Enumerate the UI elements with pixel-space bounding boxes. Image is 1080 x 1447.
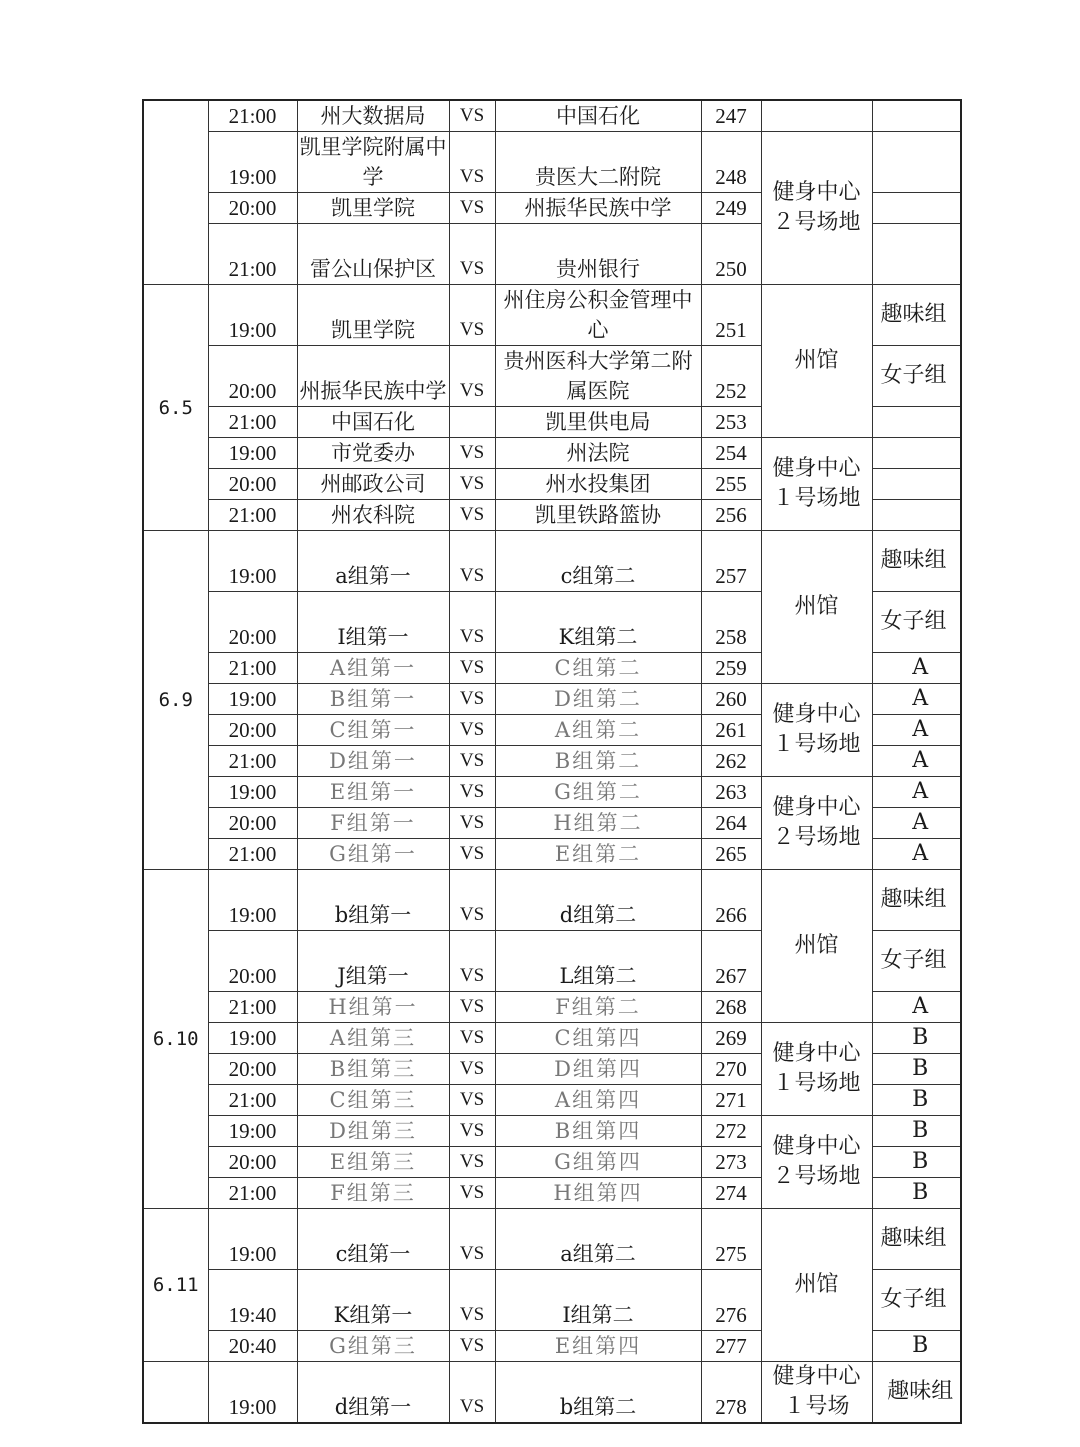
away-team-cell: b组第二 [495, 1362, 701, 1424]
home-team-cell: b组第一 [297, 870, 449, 931]
home-team-cell: 州振华民族中学 [297, 346, 449, 407]
time-cell: 20:00 [208, 931, 297, 992]
date-cell: 6.5 [143, 285, 208, 531]
home-team-cell: I组第一 [297, 592, 449, 653]
table-row [143, 1023, 961, 1054]
home-team-cell: A组第三 [297, 1023, 449, 1054]
away-team-cell: K组第二 [495, 592, 701, 653]
group-note-cell [872, 132, 961, 193]
venue-cell: 州馆 [761, 285, 872, 438]
away-team-cell: E组第二 [495, 839, 701, 870]
group-note-cell: B [872, 1085, 961, 1116]
vs-cell: VS [449, 992, 495, 1023]
home-team-cell: J组第一 [297, 931, 449, 992]
vs-cell: VS [449, 1147, 495, 1178]
away-team-cell: G组第四 [495, 1147, 701, 1178]
group-note-cell [872, 407, 961, 438]
away-team-cell: B组第二 [495, 746, 701, 777]
time-cell: 19:00 [208, 1362, 297, 1424]
group-note-cell: B [872, 1116, 961, 1147]
away-team-cell: E组第四 [495, 1331, 701, 1362]
time-cell: 21:00 [208, 992, 297, 1023]
time-cell: 21:00 [208, 407, 297, 438]
vs-cell: VS [449, 285, 495, 346]
time-cell: 19:40 [208, 1270, 297, 1331]
away-team-cell: L组第二 [495, 931, 701, 992]
match-number-cell: 270 [701, 1054, 761, 1085]
home-team-cell: 州农科院 [297, 500, 449, 531]
home-team-cell: B组第一 [297, 684, 449, 715]
match-number-cell: 258 [701, 592, 761, 653]
vs-cell: VS [449, 438, 495, 469]
venue-cell [761, 100, 872, 132]
match-number-cell: 251 [701, 285, 761, 346]
home-team-cell: c组第一 [297, 1209, 449, 1270]
match-number-cell: 248 [701, 132, 761, 193]
group-note-cell: B [872, 1147, 961, 1178]
match-number-cell: 247 [701, 100, 761, 132]
match-number-cell: 267 [701, 931, 761, 992]
time-cell: 20:00 [208, 1147, 297, 1178]
venue-cell: 州馆 [761, 531, 872, 684]
group-note-cell: B [872, 1023, 961, 1054]
away-team-cell: C组第四 [495, 1023, 701, 1054]
time-cell: 19:00 [208, 777, 297, 808]
time-cell: 19:00 [208, 870, 297, 931]
date-cell [143, 1362, 208, 1424]
away-team-cell: 凯里供电局 [495, 407, 701, 438]
away-team-cell: 中国石化 [495, 100, 701, 132]
venue-cell: 健身中心１号场地 [761, 438, 872, 531]
vs-cell: VS [449, 1054, 495, 1085]
home-team-cell: H组第一 [297, 992, 449, 1023]
match-number-cell: 257 [701, 531, 761, 592]
venue-cell: 健身中心２号场地 [761, 132, 872, 285]
vs-cell: VS [449, 684, 495, 715]
table-row [143, 531, 961, 592]
time-cell: 21:00 [208, 1178, 297, 1209]
group-note-cell: A [872, 992, 961, 1023]
vs-cell: VS [449, 531, 495, 592]
vs-cell: VS [449, 1270, 495, 1331]
match-number-cell: 271 [701, 1085, 761, 1116]
match-number-cell: 274 [701, 1178, 761, 1209]
vs-cell [449, 407, 495, 438]
away-team-cell: D组第二 [495, 684, 701, 715]
venue-cell: 健身中心１号场地 [761, 1023, 872, 1116]
time-cell: 21:00 [208, 746, 297, 777]
date-cell: 6.11 [143, 1209, 208, 1362]
group-note-cell: 趣味组 [872, 531, 961, 592]
group-note-cell: A [872, 839, 961, 870]
time-cell: 19:00 [208, 285, 297, 346]
group-note-cell: B [872, 1054, 961, 1085]
vs-cell: VS [449, 132, 495, 193]
time-cell: 21:00 [208, 1085, 297, 1116]
group-note-cell: B [872, 1178, 961, 1209]
group-note-cell: A [872, 653, 961, 684]
vs-cell: VS [449, 653, 495, 684]
vs-cell: VS [449, 1209, 495, 1270]
home-team-cell: a组第一 [297, 531, 449, 592]
match-number-cell: 268 [701, 992, 761, 1023]
vs-cell: VS [449, 1362, 495, 1424]
time-cell: 20:00 [208, 592, 297, 653]
away-team-cell: D组第四 [495, 1054, 701, 1085]
table-row [143, 1116, 961, 1147]
away-team-cell: d组第二 [495, 870, 701, 931]
match-number-cell: 263 [701, 777, 761, 808]
vs-cell: VS [449, 1116, 495, 1147]
match-number-cell: 277 [701, 1331, 761, 1362]
away-team-cell: 贵医大二附院 [495, 132, 701, 193]
group-note-cell: 趣味组 [872, 1209, 961, 1270]
group-note-cell [872, 100, 961, 132]
vs-cell: VS [449, 224, 495, 285]
table-row [143, 684, 961, 715]
home-team-cell: G组第一 [297, 839, 449, 870]
group-note-cell [872, 469, 961, 500]
vs-cell: VS [449, 870, 495, 931]
match-number-cell: 261 [701, 715, 761, 746]
match-number-cell: 266 [701, 870, 761, 931]
match-number-cell: 262 [701, 746, 761, 777]
table-row [143, 438, 961, 469]
home-team-cell: K组第一 [297, 1270, 449, 1331]
table-row [143, 777, 961, 808]
home-team-cell: 凯里学院附属中学 [297, 132, 449, 193]
time-cell: 19:00 [208, 438, 297, 469]
time-cell: 19:00 [208, 1209, 297, 1270]
away-team-cell: H组第二 [495, 808, 701, 839]
away-team-cell: A组第二 [495, 715, 701, 746]
table-row [143, 100, 961, 132]
home-team-cell: F组第三 [297, 1178, 449, 1209]
home-team-cell: D组第三 [297, 1116, 449, 1147]
group-note-cell: A [872, 684, 961, 715]
time-cell: 20:00 [208, 193, 297, 224]
away-team-cell: C组第二 [495, 653, 701, 684]
vs-cell: VS [449, 592, 495, 653]
match-number-cell: 249 [701, 193, 761, 224]
schedule-table [142, 99, 962, 1424]
home-team-cell: C组第一 [297, 715, 449, 746]
time-cell: 21:00 [208, 224, 297, 285]
table-row [143, 285, 961, 346]
time-cell: 19:00 [208, 531, 297, 592]
vs-cell: VS [449, 808, 495, 839]
time-cell: 20:00 [208, 346, 297, 407]
match-number-cell: 275 [701, 1209, 761, 1270]
vs-cell: VS [449, 469, 495, 500]
home-team-cell: 凯里学院 [297, 193, 449, 224]
group-note-cell: 趣味组 [872, 285, 961, 346]
away-team-cell: B组第四 [495, 1116, 701, 1147]
date-cell: 6.9 [143, 531, 208, 870]
home-team-cell: E组第一 [297, 777, 449, 808]
table-row [143, 870, 961, 931]
match-number-cell: 269 [701, 1023, 761, 1054]
venue-cell: 健身中心１号场地 [761, 684, 872, 777]
group-note-cell: 趣味组 [872, 870, 961, 931]
match-number-cell: 272 [701, 1116, 761, 1147]
vs-cell: VS [449, 1178, 495, 1209]
vs-cell: VS [449, 777, 495, 808]
table-row [143, 132, 961, 193]
time-cell: 19:00 [208, 1116, 297, 1147]
home-team-cell: G组第三 [297, 1331, 449, 1362]
match-number-cell: 264 [701, 808, 761, 839]
match-number-cell: 259 [701, 653, 761, 684]
vs-cell: VS [449, 715, 495, 746]
away-team-cell: a组第二 [495, 1209, 701, 1270]
time-cell: 21:00 [208, 500, 297, 531]
group-note-cell: B [872, 1331, 961, 1362]
vs-cell: VS [449, 1331, 495, 1362]
match-number-cell: 273 [701, 1147, 761, 1178]
away-team-cell: 贵州医科大学第二附属医院 [495, 346, 701, 407]
vs-cell: VS [449, 1023, 495, 1054]
home-team-cell: A组第一 [297, 653, 449, 684]
away-team-cell: A组第四 [495, 1085, 701, 1116]
match-number-cell: 255 [701, 469, 761, 500]
table-row [143, 1362, 961, 1424]
vs-cell: VS [449, 839, 495, 870]
match-number-cell: 278 [701, 1362, 761, 1424]
vs-cell: VS [449, 500, 495, 531]
date-cell: 6.10 [143, 870, 208, 1209]
home-team-cell: 雷公山保护区 [297, 224, 449, 285]
vs-cell: VS [449, 193, 495, 224]
match-number-cell: 260 [701, 684, 761, 715]
venue-cell: 健身中心２号场地 [761, 777, 872, 870]
match-number-cell: 252 [701, 346, 761, 407]
time-cell: 19:00 [208, 1023, 297, 1054]
time-cell: 20:00 [208, 715, 297, 746]
time-cell: 20:00 [208, 469, 297, 500]
away-team-cell: 州水投集团 [495, 469, 701, 500]
home-team-cell: 州邮政公司 [297, 469, 449, 500]
match-number-cell: 276 [701, 1270, 761, 1331]
time-cell: 19:00 [208, 132, 297, 193]
time-cell: 20:40 [208, 1331, 297, 1362]
home-team-cell: F组第一 [297, 808, 449, 839]
group-note-cell [872, 438, 961, 469]
group-note-cell: A [872, 746, 961, 777]
venue-cell: 健身中心２号场地 [761, 1116, 872, 1209]
time-cell: 21:00 [208, 839, 297, 870]
time-cell: 20:00 [208, 1054, 297, 1085]
away-team-cell: I组第二 [495, 1270, 701, 1331]
group-note-cell: A [872, 715, 961, 746]
home-team-cell: D组第一 [297, 746, 449, 777]
home-team-cell: d组第一 [297, 1362, 449, 1424]
home-team-cell: 凯里学院 [297, 285, 449, 346]
match-number-cell: 254 [701, 438, 761, 469]
vs-cell: VS [449, 931, 495, 992]
vs-cell: VS [449, 1085, 495, 1116]
home-team-cell: E组第三 [297, 1147, 449, 1178]
home-team-cell: C组第三 [297, 1085, 449, 1116]
home-team-cell: 中国石化 [297, 407, 449, 438]
match-number-cell: 250 [701, 224, 761, 285]
venue-cell: 州馆 [761, 1209, 872, 1362]
group-note-cell: 趣味组 [872, 1362, 961, 1424]
venue-cell: 州馆 [761, 870, 872, 1023]
away-team-cell: c组第二 [495, 531, 701, 592]
away-team-cell: 州振华民族中学 [495, 193, 701, 224]
match-number-cell: 253 [701, 407, 761, 438]
vs-cell: VS [449, 346, 495, 407]
match-number-cell: 265 [701, 839, 761, 870]
away-team-cell: F组第二 [495, 992, 701, 1023]
away-team-cell: H组第四 [495, 1178, 701, 1209]
vs-cell: VS [449, 746, 495, 777]
time-cell: 21:00 [208, 100, 297, 132]
date-cell [143, 100, 208, 285]
group-note-cell: 女子组 [872, 1270, 961, 1331]
away-team-cell: 州法院 [495, 438, 701, 469]
away-team-cell: 贵州银行 [495, 224, 701, 285]
home-team-cell: B组第三 [297, 1054, 449, 1085]
group-note-cell: 女子组 [872, 931, 961, 992]
group-note-cell: A [872, 808, 961, 839]
home-team-cell: 市党委办 [297, 438, 449, 469]
away-team-cell: 州住房公积金管理中心 [495, 285, 701, 346]
group-note-cell [872, 500, 961, 531]
time-cell: 19:00 [208, 684, 297, 715]
group-note-cell: 女子组 [872, 592, 961, 653]
time-cell: 20:00 [208, 808, 297, 839]
group-note-cell: A [872, 777, 961, 808]
vs-cell: VS [449, 100, 495, 132]
away-team-cell: G组第二 [495, 777, 701, 808]
group-note-cell [872, 224, 961, 285]
group-note-cell [872, 193, 961, 224]
table-row [143, 1209, 961, 1270]
group-note-cell: 女子组 [872, 346, 961, 407]
away-team-cell: 凯里铁路篮协 [495, 500, 701, 531]
home-team-cell: 州大数据局 [297, 100, 449, 132]
venue-cell: 健身中心１号场 [761, 1362, 872, 1424]
time-cell: 21:00 [208, 653, 297, 684]
match-number-cell: 256 [701, 500, 761, 531]
